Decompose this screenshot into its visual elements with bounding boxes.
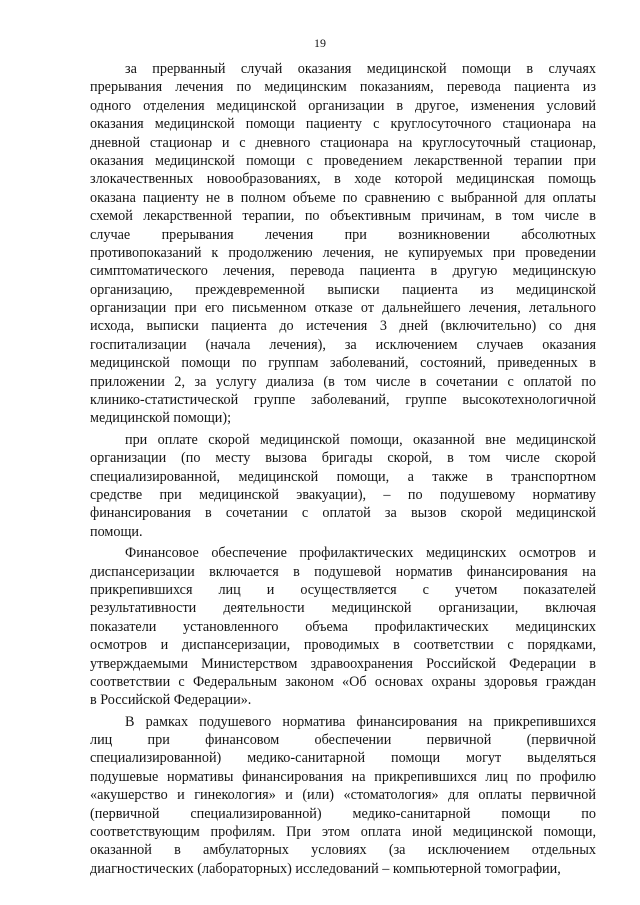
text-line: результативности деятельности медицинской организации, включая (90, 600, 596, 617)
text-line: случае прерывания лечения при возникновении абсолютных (90, 226, 596, 243)
text-line: соответствующим профилям. При этом оплата иной медицинской помощи, (90, 824, 596, 841)
text-line: специализированной) медико-санитарной помощи могут выделяться (90, 750, 596, 767)
text-line: соответствии с Федеральным законом «Об основах охраны здоровья граждан (90, 673, 596, 690)
text-line: одного отделения медицинской организации в другое, изменения условий (90, 97, 596, 114)
page-number: 19 (314, 36, 326, 50)
text-line: злокачественных новообразованиях, в ходе которой медицинская помощь (90, 171, 596, 188)
text-line: оказанной в амбулаторных условиях (за исключением отдельных (90, 842, 596, 859)
text-line: клинико-статистической группе заболеваний, группе высокотехнологичной (90, 392, 596, 409)
text-line: оказана пациенту не в полном объеме по сравнению с выбранной для оплаты (90, 189, 596, 206)
text-line: организации при его письменном отказе от дальнейшего лечения, летального (90, 300, 596, 317)
text-line: противопоказаний к продолжению лечения, не купируемых при проведении (90, 244, 596, 261)
text-line: диспансеризации включается в подушевой норматив финансирования на (90, 563, 596, 580)
text-line: средстве при медицинской эвакуации), – по подушевому нормативу (90, 486, 596, 503)
text-line: «акушерство и гинекология» и (или) «стоматология» для оплаты первичной (90, 787, 596, 804)
text-line: прикрепившихся лиц и осуществляется с учетом показателей (90, 581, 596, 598)
text-line: организацию, преждевременной выписки пациента из медицинской (90, 281, 596, 298)
text-line: (первичной специализированной) медико-санитарной помощи по (90, 805, 596, 822)
text-line: схемой лекарственной терапии, по объективным причинам, в том числе в (90, 208, 596, 225)
text-line: показатели установленного объема профилактических медицинских (90, 618, 596, 635)
text-line: диагностических (лабораторных) исследований – компьютерной томографии, (90, 860, 561, 877)
text-line: медицинской помощи по группам заболеваний, состояний, приведенных в (90, 355, 596, 372)
text-line: В рамках подушевого норматива финансирования на прикрепившихся (125, 713, 596, 730)
text-line: финансирования в сочетании с оплатой за вызов скорой медицинской (90, 505, 596, 522)
text-line: оказания медицинской помощи с проведением лекарственной терапии при (90, 152, 596, 169)
text-line: симптоматического лечения, перевода пациента в другую медицинскую (90, 263, 596, 280)
document-body (90, 60, 596, 878)
text-line: приложении 2, за услугу диализа (в том числе в сочетании с оплатой по (90, 373, 596, 390)
paragraph (90, 713, 596, 879)
paragraph (90, 431, 596, 541)
text-line: оказания медицинской помощи пациенту с круглосуточного стационара на (90, 116, 596, 133)
text-line: подушевые нормативы финансирования на прикрепившихся лиц по профилю (90, 768, 596, 785)
text-line: осмотров и диспансеризации, проводимых в соответствии с порядками, (90, 637, 596, 654)
text-line: утверждаемыми Министерством здравоохранения Российской Федерации в (90, 655, 596, 672)
paragraph (90, 60, 596, 428)
text-line: исхода, выписки пациента до истечения 3 дней (включительно) со дня (90, 318, 596, 335)
text-line: организации (по месту вызова бригады скорой, в том числе скорой (90, 450, 596, 467)
text-line: прерывания лечения по медицинским показаниям, перевода пациента из (90, 79, 596, 96)
text-line: специализированной, медицинской помощи, а также в транспортном (90, 468, 596, 485)
paragraph (90, 544, 596, 710)
text-line: в Российской Федерации». (90, 692, 252, 709)
text-line: лиц при финансовом обеспечении первичной (первичной (90, 732, 596, 749)
text-line: дневной стационар и с дневного стационара на круглосуточный стационар, (90, 134, 596, 151)
text-line: при оплате скорой медицинской помощи, оказанной вне медицинской (125, 431, 596, 448)
text-line: Финансовое обеспечение профилактических медицинских осмотров и (125, 545, 596, 562)
text-line: за прерванный случай оказания медицинской помощи в случаях (125, 61, 596, 77)
text-line: медицинской помощи); (90, 410, 232, 427)
text-line: госпитализации (начала лечения), за исключением случаев оказания (90, 336, 596, 353)
text-line: помощи. (90, 523, 143, 540)
